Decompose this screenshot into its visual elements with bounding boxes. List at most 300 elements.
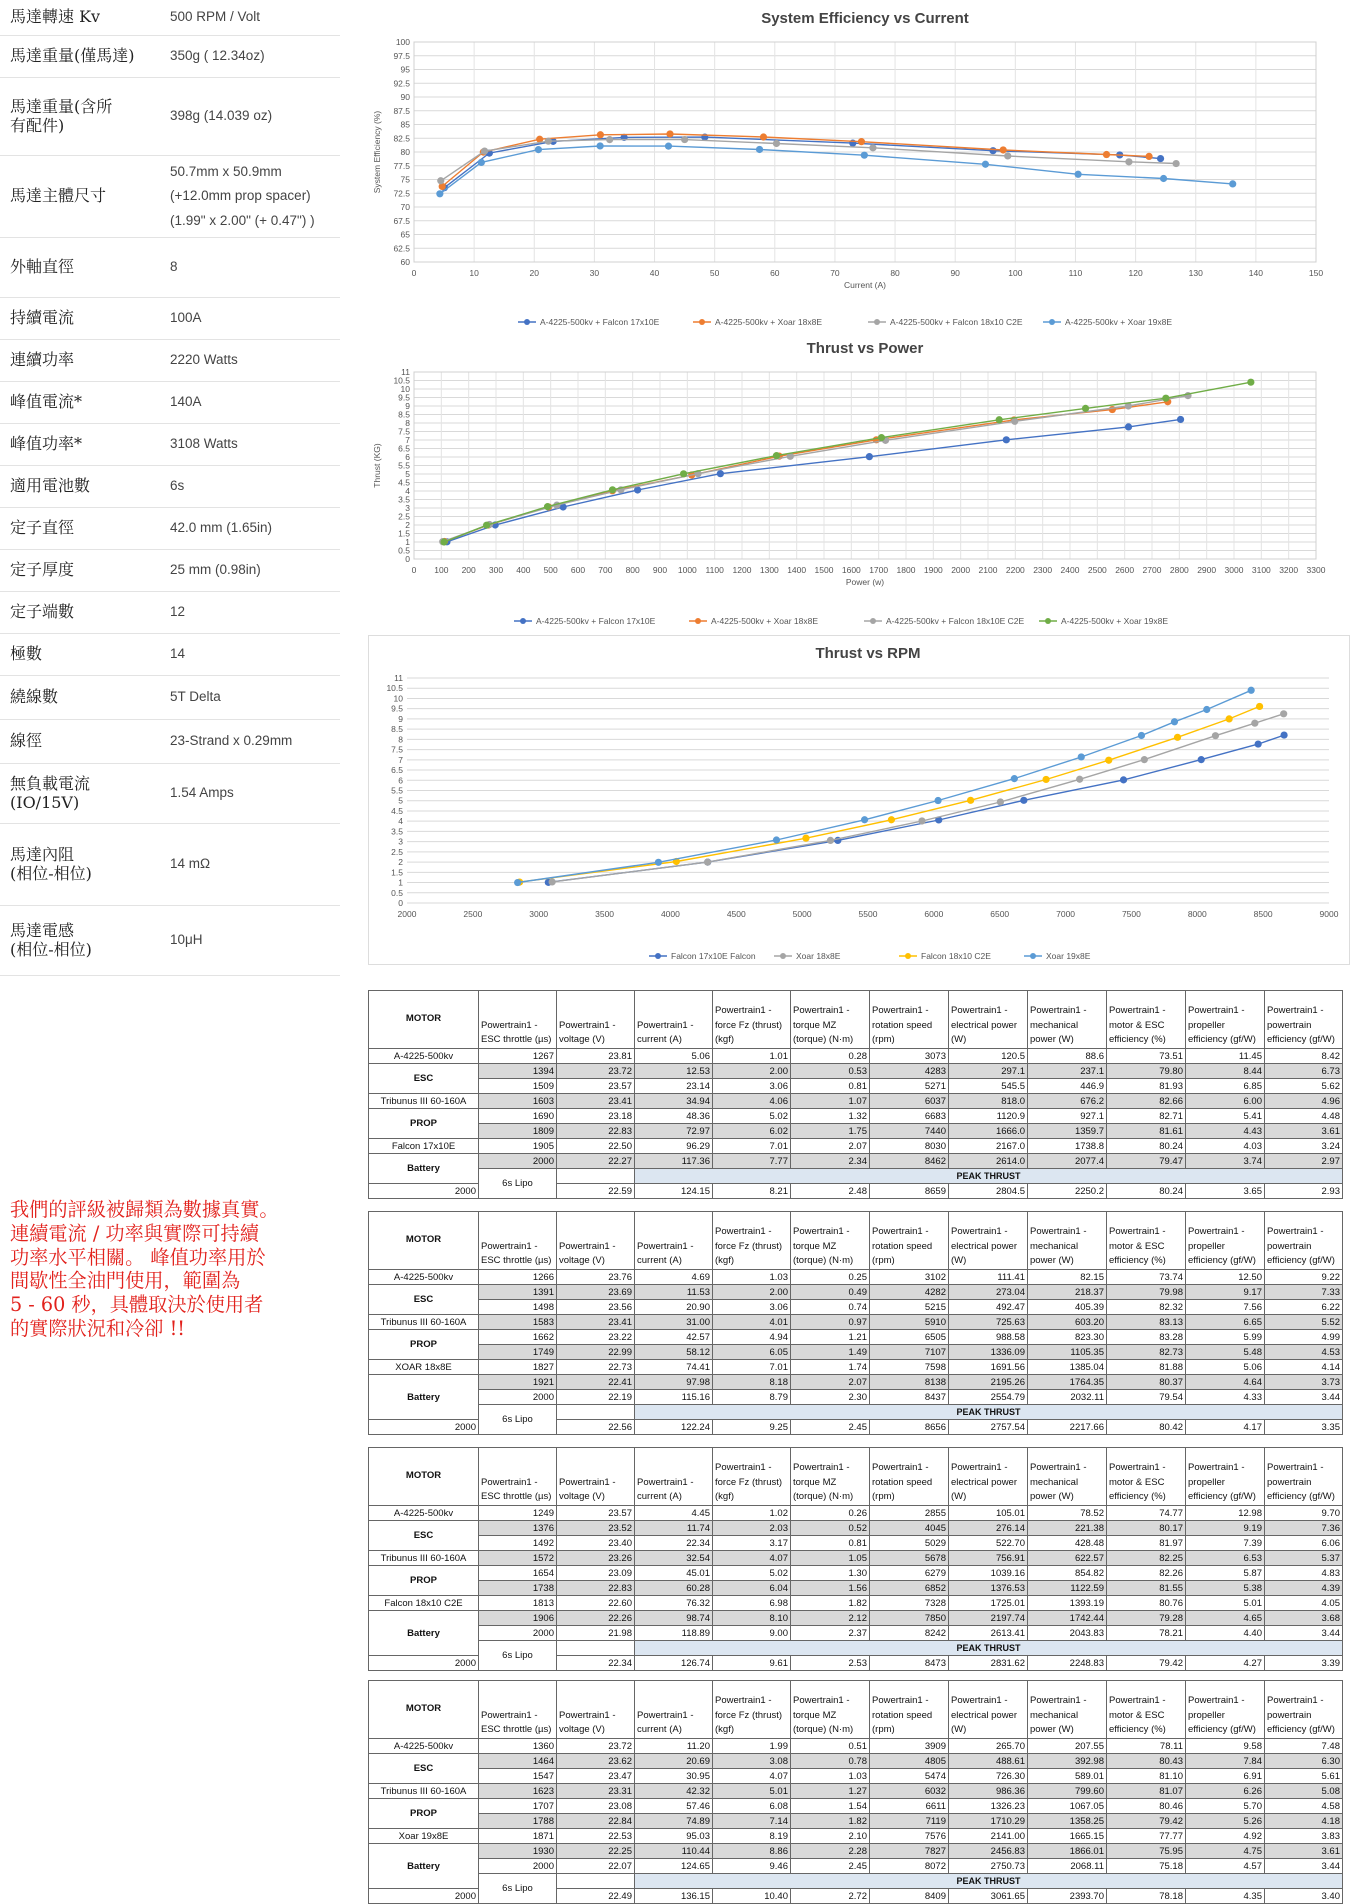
data-point	[996, 416, 1003, 423]
table-cell: 1749	[479, 1345, 557, 1360]
table-cell: 2167.0	[949, 1139, 1028, 1154]
table-cell: 7328	[870, 1596, 949, 1611]
table-cell: 6.08	[713, 1799, 791, 1814]
table-cell: 446.9	[1028, 1079, 1107, 1094]
table-cell: 1866.01	[1028, 1844, 1107, 1859]
table-cell: 6611	[870, 1799, 949, 1814]
table-row	[369, 1124, 1343, 1139]
data-point	[1203, 706, 1210, 713]
table-cell: 23.81	[557, 1049, 635, 1064]
component-label: Battery	[369, 1154, 479, 1184]
table-row	[369, 1154, 1343, 1169]
y-tick-label: 2	[405, 520, 410, 530]
x-tick-label: 10	[469, 268, 479, 278]
column-header: Powertrain1 - current (A)	[635, 1681, 713, 1739]
table-cell: 725.63	[949, 1315, 1028, 1330]
table-cell: 1.05	[791, 1551, 870, 1566]
table-cell: 82.25	[1107, 1551, 1186, 1566]
spec-row	[0, 720, 340, 764]
component-label: Tribunus III 60-160A	[369, 1094, 479, 1109]
table-cell: 3.06	[713, 1079, 791, 1094]
table-cell: 23.72	[557, 1064, 635, 1079]
x-tick-label: 0	[411, 565, 417, 575]
x-tick-label: 100	[434, 565, 449, 575]
table-cell: 23.26	[557, 1551, 635, 1566]
table-cell: 4.33	[1186, 1390, 1265, 1405]
legend-marker	[874, 319, 880, 325]
spec-value: 42.0 mm (1.65in)	[170, 520, 273, 536]
table-cell: 5.99	[1186, 1330, 1265, 1345]
table-cell: 2.00	[713, 1285, 791, 1300]
y-tick-label: 62.5	[393, 243, 410, 254]
y-tick-label: 0	[398, 898, 403, 908]
table-cell: 1.01	[713, 1049, 791, 1064]
table-cell: 1764.35	[1028, 1375, 1107, 1390]
table-cell: 80.46	[1107, 1799, 1186, 1814]
table-cell: 79.98	[1107, 1285, 1186, 1300]
table-cell: 6.02	[713, 1124, 791, 1139]
table-row	[369, 1064, 1343, 1079]
table-cell: 23.62	[557, 1754, 635, 1769]
spec-value: 140A	[170, 394, 202, 410]
x-tick-label: 1400	[787, 565, 807, 575]
table-cell: 221.38	[1028, 1521, 1107, 1536]
column-header: Powertrain1 - powertrain efficiency (gf/W)	[1265, 1448, 1343, 1506]
spec-label: 馬達電感 (相位-相位)	[10, 921, 92, 959]
table-cell: 1464	[479, 1754, 557, 1769]
data-point	[680, 470, 687, 477]
data-point	[436, 190, 443, 197]
x-tick-label: 20	[529, 268, 540, 278]
table-cell: 22.49	[557, 1889, 635, 1904]
spec-label: 適用電池數	[10, 476, 91, 496]
table-cell: 0.78	[791, 1754, 870, 1769]
table-cell: 120.5	[949, 1049, 1028, 1064]
table-cell: 854.82	[1028, 1566, 1107, 1581]
table-cell: 1725.01	[949, 1596, 1028, 1611]
component-label: PROP	[369, 1330, 479, 1360]
data-point	[1145, 153, 1152, 160]
table-cell: 0.52	[791, 1521, 870, 1536]
data-point	[545, 138, 552, 145]
table-cell: 20.90	[635, 1300, 713, 1315]
component-label: Battery	[369, 1611, 479, 1656]
table-cell: 6.06	[1265, 1536, 1343, 1551]
table-cell: 622.57	[1028, 1551, 1107, 1566]
table-cell: 4045	[870, 1521, 949, 1536]
table-cell: 74.41	[635, 1360, 713, 1375]
table-cell: 4.05	[1265, 1596, 1343, 1611]
component-label: 6s Lipo	[479, 1874, 557, 1904]
data-point	[878, 434, 885, 441]
y-tick-label: 4.5	[398, 477, 410, 488]
table-cell: 8.18	[713, 1375, 791, 1390]
x-tick-label: 2100	[978, 565, 998, 575]
table-cell: 1358.25	[1028, 1814, 1107, 1829]
table-row	[369, 1566, 1343, 1581]
table-cell: 4.01	[713, 1315, 791, 1330]
data-point	[478, 159, 485, 166]
table-cell: 80.24	[1107, 1139, 1186, 1154]
x-tick-label: 70	[830, 268, 840, 278]
table-cell: 3.44	[1265, 1859, 1343, 1874]
x-tick-label: 150	[1308, 268, 1324, 278]
table-cell: 2.37	[791, 1626, 870, 1641]
peak-thrust-label: PEAK THRUST	[635, 1874, 1343, 1889]
table-cell: 2248.83	[1028, 1656, 1107, 1671]
component-label: ESC	[369, 1064, 479, 1094]
table-cell: 5.08	[1265, 1784, 1343, 1799]
data-point	[1229, 180, 1236, 187]
y-tick-label: 80	[400, 147, 410, 157]
table-cell: 105.01	[949, 1506, 1028, 1521]
data-point	[982, 161, 989, 168]
y-axis-label: Thrust (KG)	[372, 443, 382, 488]
spec-row	[0, 906, 340, 976]
data-point	[1162, 395, 1169, 402]
column-header: Powertrain1 - powertrain efficiency (gf/W)	[1265, 1212, 1343, 1270]
table-cell: 110.44	[635, 1844, 713, 1859]
spec-row	[0, 508, 340, 550]
table-cell: 42.57	[635, 1330, 713, 1345]
table-row	[369, 1829, 1343, 1844]
table-cell: 30.95	[635, 1769, 713, 1784]
table-cell: 1742.44	[1028, 1611, 1107, 1626]
spec-row	[0, 298, 340, 340]
table-cell: 83.13	[1107, 1315, 1186, 1330]
data-point	[597, 131, 604, 138]
table-cell: 23.18	[557, 1109, 635, 1124]
y-tick-label: 3.5	[398, 494, 410, 505]
y-tick-label: 1.5	[398, 528, 410, 539]
table-cell: 1905	[479, 1139, 557, 1154]
spec-value: 2220 Watts	[170, 352, 238, 368]
table-cell: 1.75	[791, 1124, 870, 1139]
x-tick-label: 40	[649, 268, 660, 278]
column-header: Powertrain1 - propeller efficiency (gf/W)	[1186, 1681, 1265, 1739]
data-point	[655, 859, 662, 866]
table-cell: 23.47	[557, 1769, 635, 1784]
table-cell: 8.19	[713, 1829, 791, 1844]
table-row	[369, 1754, 1343, 1769]
y-tick-label: 10.5	[386, 683, 403, 694]
column-header: Powertrain1 - force Fz (thrust) (kgf)	[713, 1448, 791, 1506]
table-row	[369, 1270, 1343, 1285]
column-header: Powertrain1 - propeller efficiency (gf/W)	[1186, 1212, 1265, 1270]
data-point	[967, 797, 974, 804]
legend-label: A-4225-500kv + Xoar 18x8E	[715, 317, 823, 327]
x-tick-label: 4500	[726, 909, 746, 919]
table-cell: 78.18	[1107, 1889, 1186, 1904]
spec-row	[0, 424, 340, 466]
data-point	[483, 522, 490, 529]
table-cell: 1.32	[791, 1109, 870, 1124]
x-tick-label: 7500	[1121, 909, 1141, 919]
table-cell: 2.00	[713, 1064, 791, 1079]
table-cell: 22.84	[557, 1814, 635, 1829]
legend-label: A-4225-500kv + Xoar 18x8E	[711, 616, 819, 626]
data-point	[989, 147, 996, 154]
table-cell: 3.24	[1265, 1139, 1343, 1154]
table-cell: 136.15	[635, 1889, 713, 1904]
table-cell: 1326.23	[949, 1799, 1028, 1814]
table-cell: 1393.19	[1028, 1596, 1107, 1611]
table-row	[369, 1536, 1343, 1551]
data-table	[368, 990, 1343, 1199]
y-tick-label: 1.5	[391, 867, 403, 878]
table-cell: 3.73	[1265, 1375, 1343, 1390]
data-point	[1004, 152, 1011, 159]
x-tick-label: 2900	[1197, 565, 1217, 575]
data-point	[1082, 405, 1089, 412]
table-cell: 126.74	[635, 1656, 713, 1671]
y-tick-label: 7.5	[391, 744, 403, 755]
table-cell: 2032.11	[1028, 1390, 1107, 1405]
component-label: PROP	[369, 1566, 479, 1596]
y-tick-label: 0.5	[391, 887, 403, 898]
data-point	[1251, 720, 1258, 727]
table-cell: 23.76	[557, 1270, 635, 1285]
table-cell: 3.39	[1265, 1656, 1343, 1671]
table-cell: 3.61	[1265, 1124, 1343, 1139]
data-point	[1125, 423, 1132, 430]
table-cell: 75.18	[1107, 1859, 1186, 1874]
data-point	[866, 453, 873, 460]
table-cell: 5.61	[1265, 1769, 1343, 1784]
column-header: Powertrain1 - powertrain efficiency (gf/W)	[1265, 1681, 1343, 1739]
y-tick-label: 100	[395, 37, 410, 47]
table-cell: 82.66	[1107, 1094, 1186, 1109]
table-cell: 2000	[369, 1420, 479, 1435]
table-cell: 23.57	[557, 1506, 635, 1521]
table-cell: 1.21	[791, 1330, 870, 1345]
table-cell: 9.70	[1265, 1506, 1343, 1521]
table-cell: 8659	[870, 1184, 949, 1199]
data-point	[1138, 732, 1145, 739]
table-cell: 1267	[479, 1049, 557, 1064]
y-tick-label: 72.5	[393, 188, 410, 199]
x-tick-label: 1600	[841, 565, 861, 575]
table-cell: 97.98	[635, 1375, 713, 1390]
legend-label: A-4225-500kv + Xoar 19x8E	[1061, 616, 1169, 626]
y-tick-label: 8.5	[391, 724, 403, 735]
data-point	[1103, 151, 1110, 158]
data-point	[1171, 718, 1178, 725]
table-row	[369, 1375, 1343, 1390]
table-row	[369, 1094, 1343, 1109]
table-cell: 8.86	[713, 1844, 791, 1859]
table-cell: 2.72	[791, 1889, 870, 1904]
table-cell: 0.74	[791, 1300, 870, 1315]
chart-title: Thrust vs RPM	[815, 645, 921, 662]
table-row	[369, 1139, 1343, 1154]
table-cell: 6852	[870, 1581, 949, 1596]
table-cell: 1.30	[791, 1566, 870, 1581]
table-cell: 9.61	[713, 1656, 791, 1671]
table-cell: 1623	[479, 1784, 557, 1799]
y-tick-label: 8	[398, 734, 403, 745]
table-cell: 80.43	[1107, 1754, 1186, 1769]
component-label: A-4225-500kv	[369, 1270, 479, 1285]
column-header: Powertrain1 - torque MZ (torque) (N·m)	[791, 991, 870, 1049]
table-cell: 1120.9	[949, 1109, 1028, 1124]
table-cell: 80.42	[1107, 1420, 1186, 1435]
y-tick-label: 77.5	[393, 160, 410, 171]
table-row	[369, 1844, 1343, 1859]
table-cell: 73.74	[1107, 1270, 1186, 1285]
table-cell: 81.55	[1107, 1581, 1186, 1596]
x-tick-label: 3000	[529, 909, 549, 919]
y-tick-label: 5	[398, 795, 403, 806]
y-tick-label: 2.5	[398, 511, 410, 522]
data-table	[368, 1211, 1343, 1435]
table-cell: 799.60	[1028, 1784, 1107, 1799]
table-cell: 117.36	[635, 1154, 713, 1169]
x-tick-label: 1900	[923, 565, 943, 575]
spec-label: 外軸直徑	[10, 257, 75, 277]
column-header: Powertrain1 - motor & ESC efficiency (%)	[1107, 1681, 1186, 1739]
spec-value: 23-Strand x 0.29mm	[170, 733, 293, 749]
table-cell: 4.65	[1186, 1611, 1265, 1626]
y-tick-label: 75	[400, 174, 410, 185]
x-tick-label: 100	[1008, 268, 1023, 278]
data-point	[1173, 160, 1180, 167]
table-cell: 22.26	[557, 1611, 635, 1626]
spec-row	[0, 634, 340, 676]
data-point	[773, 140, 780, 147]
table-cell: 6.05	[713, 1345, 791, 1360]
data-point	[1075, 171, 1082, 178]
table-row	[369, 1784, 1343, 1799]
table-cell: 1.03	[713, 1270, 791, 1285]
table-cell: 4.48	[1265, 1109, 1343, 1124]
table-cell: 12.53	[635, 1064, 713, 1079]
table-cell: 8.21	[713, 1184, 791, 1199]
table-cell: 7119	[870, 1814, 949, 1829]
table-cell: 0.25	[791, 1270, 870, 1285]
spec-value: 12	[170, 604, 186, 620]
column-header: Powertrain1 - motor & ESC efficiency (%)	[1107, 1448, 1186, 1506]
x-tick-label: 1500	[814, 565, 834, 575]
spec-row	[0, 824, 340, 906]
table-row	[369, 1814, 1343, 1829]
data-point	[1280, 731, 1287, 738]
spec-label: 馬達重量(含所 有配件)	[10, 97, 113, 135]
table-cell: 1691.56	[949, 1360, 1028, 1375]
spec-label: 馬達內阻 (相位-相位)	[10, 845, 92, 883]
x-tick-label: 8500	[1253, 909, 1273, 919]
table-cell: 2043.83	[1028, 1626, 1107, 1641]
table-row	[369, 1300, 1343, 1315]
series-line	[443, 396, 1188, 542]
table-cell: 2.34	[791, 1154, 870, 1169]
table-cell: 4.58	[1265, 1799, 1343, 1814]
table-cell: 111.41	[949, 1270, 1028, 1285]
x-tick-label: 2400	[1060, 565, 1080, 575]
table-cell: 79.80	[1107, 1064, 1186, 1079]
table-row	[369, 1859, 1343, 1874]
table-cell: 1498	[479, 1300, 557, 1315]
table-cell: 5.48	[1186, 1345, 1265, 1360]
x-tick-label: 3300	[1306, 565, 1326, 575]
x-tick-label: 1100	[705, 565, 724, 575]
column-header: Powertrain1 - ESC throttle (µs)	[479, 1212, 557, 1270]
table-cell: 5029	[870, 1536, 949, 1551]
table-cell: 3102	[870, 1270, 949, 1285]
spec-label: 馬達轉速 Kv	[10, 7, 101, 27]
table-cell: 6032	[870, 1784, 949, 1799]
y-tick-label: 3.5	[391, 826, 403, 837]
data-point	[1003, 436, 1010, 443]
spec-label: 峰值電流*	[10, 392, 83, 412]
legend-marker	[524, 319, 530, 325]
table-cell: 22.34	[635, 1536, 713, 1551]
table-cell: 23.41	[557, 1315, 635, 1330]
table-cell: 5.41	[1186, 1109, 1265, 1124]
table-cell: 2855	[870, 1506, 949, 1521]
table-cell: 5.26	[1186, 1814, 1265, 1829]
y-tick-label: 10	[393, 693, 403, 704]
column-header: Powertrain1 - electrical power (W)	[949, 1448, 1028, 1506]
data-point	[861, 816, 868, 823]
table-cell: 4.64	[1186, 1375, 1265, 1390]
x-tick-label: 3000	[1224, 565, 1244, 575]
table-cell: 0.49	[791, 1285, 870, 1300]
table-cell: 2.07	[791, 1139, 870, 1154]
table-cell: 5.38	[1186, 1581, 1265, 1596]
component-label: Falcon 18x10 C2E	[369, 1596, 479, 1611]
x-tick-label: 60	[770, 268, 780, 278]
table-cell: 10.40	[713, 1889, 791, 1904]
data-point	[1109, 406, 1116, 413]
spec-value: 398g (14.039 oz)	[170, 108, 273, 124]
table-cell: 1336.09	[949, 1345, 1028, 1360]
table-cell: 81.93	[1107, 1079, 1186, 1094]
table-row	[369, 1079, 1343, 1094]
component-label: 6s Lipo	[479, 1169, 557, 1199]
table-cell: 8138	[870, 1375, 949, 1390]
table-cell: 122.24	[635, 1420, 713, 1435]
spec-value: 100A	[170, 310, 202, 326]
table-cell: 1067.05	[1028, 1799, 1107, 1814]
table-cell: 2750.73	[949, 1859, 1028, 1874]
table-cell: 11.20	[635, 1739, 713, 1754]
component-label: Battery	[369, 1844, 479, 1889]
table-row	[369, 1739, 1343, 1754]
component-label: PROP	[369, 1799, 479, 1829]
table-row	[369, 1521, 1343, 1536]
x-tick-label: 120	[1128, 268, 1143, 278]
column-header: Powertrain1 - voltage (V)	[557, 1448, 635, 1506]
spec-label: 定子厚度	[10, 560, 75, 580]
column-header: Powertrain1 - torque MZ (torque) (N·m)	[791, 1448, 870, 1506]
chart-title: Thrust vs Power	[806, 340, 924, 357]
data-point	[514, 879, 521, 886]
table-cell: 22.41	[557, 1375, 635, 1390]
table-cell: 5474	[870, 1769, 949, 1784]
table-cell: 2613.41	[949, 1626, 1028, 1641]
table-row	[369, 1596, 1343, 1611]
table-cell: 522.70	[949, 1536, 1028, 1551]
table-cell: 8242	[870, 1626, 949, 1641]
table-cell: 4805	[870, 1754, 949, 1769]
table-cell: 545.5	[949, 1079, 1028, 1094]
component-label: ESC	[369, 1521, 479, 1551]
table-cell: 75.95	[1107, 1844, 1186, 1859]
table-cell: 7598	[870, 1360, 949, 1375]
table-cell: 1690	[479, 1109, 557, 1124]
table-cell: 78.11	[1107, 1739, 1186, 1754]
